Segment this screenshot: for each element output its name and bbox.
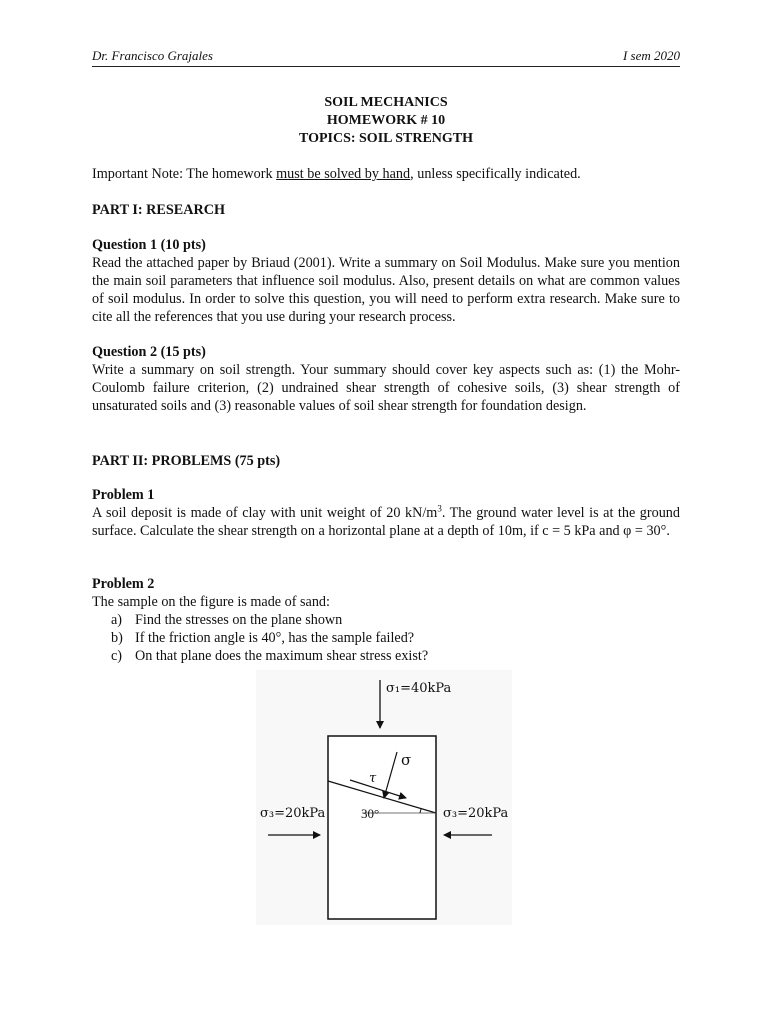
sigma3-right-label: σ₃=20kPa	[443, 806, 509, 821]
problem-1	[92, 486, 680, 540]
list-marker: c)	[111, 648, 123, 664]
question-1-text: Read the attached paper by Briaud (2001). Write a summary on Soil Modulus. Make sure you mention the main soil parameters that influence soil modulus. Also, present details on what are common values of soil modulus. In order to solve this question, you will need to perform extra research. Make sure to cite all the references that you use during your research process.	[92, 255, 680, 325]
stress-diagram-svg	[256, 670, 512, 925]
stress-diagram	[256, 670, 512, 925]
list-item	[111, 629, 671, 647]
sigma1-label: σ₁=40kPa	[386, 681, 452, 696]
question-1	[92, 236, 680, 326]
course-title: SOIL MECHANICS	[324, 95, 448, 110]
sigma-label: σ	[401, 751, 412, 769]
topics-title: TOPICS: SOIL STRENGTH	[298, 131, 474, 146]
list-item	[111, 611, 671, 629]
list-item	[111, 647, 671, 665]
list-marker: a)	[111, 612, 123, 628]
problem-2-intro: The sample on the figure is made of sand:	[92, 594, 330, 610]
homework-title: HOMEWORK # 10	[326, 113, 446, 128]
note-suffix: , unless specifically indicated.	[410, 166, 581, 182]
page-header	[92, 46, 680, 67]
problem-1-text	[92, 504, 680, 540]
author-name: Dr. Francisco Grajales	[92, 48, 213, 63]
angle-label: 30°	[361, 806, 380, 821]
sigma3-left-label: σ₃=20kPa	[260, 806, 326, 821]
note-underlined: must be solved by hand	[276, 166, 411, 182]
problem-2-heading: Problem 2	[92, 576, 155, 592]
problem-2	[92, 575, 680, 611]
problem-1-text-b: . The ground water level is at the ground surface. Calculate the shear strength on a horizontal plane at a depth of 10m, if c = 5 kPa and φ = 30°.	[92, 505, 680, 539]
document-title-block	[92, 94, 680, 148]
semester-label: I sem 2020	[622, 48, 680, 63]
important-note	[92, 165, 680, 183]
sample-box	[328, 736, 436, 919]
problem-1-heading: Problem 1	[92, 487, 155, 503]
question-1-heading: Question 1 (10 pts)	[92, 237, 206, 253]
problem-1-text-a: A soil deposit is made of clay with unit weight of 20 kN/m	[92, 505, 438, 521]
tau-label: τ	[369, 771, 377, 786]
question-2	[92, 343, 680, 415]
part2-heading: PART II: PROBLEMS (75 pts)	[92, 453, 281, 469]
list-item-text: On that plane does the maximum shear stress exist?	[135, 648, 429, 664]
list-item-text: If the friction angle is 40°, has the sample failed?	[135, 630, 415, 646]
list-marker: b)	[111, 630, 123, 646]
part1-heading: PART I: RESEARCH	[92, 202, 225, 218]
note-prefix: Important Note: The homework	[92, 166, 277, 182]
problem-2-list	[111, 611, 671, 665]
question-2-text: Write a summary on soil strength. Your summary should cover key aspects such as: (1) the Mohr-Coulomb failure criterion, (2) undrained shear strength of cohesive soils, (3) shear strength of unsaturated soils and (3) reasonable values of soil shear strength for foundation design.	[92, 362, 680, 414]
question-2-heading: Question 2 (15 pts)	[92, 344, 206, 360]
list-item-text: Find the stresses on the plane shown	[135, 612, 343, 628]
problem-1-superscript: 3	[437, 503, 442, 514]
